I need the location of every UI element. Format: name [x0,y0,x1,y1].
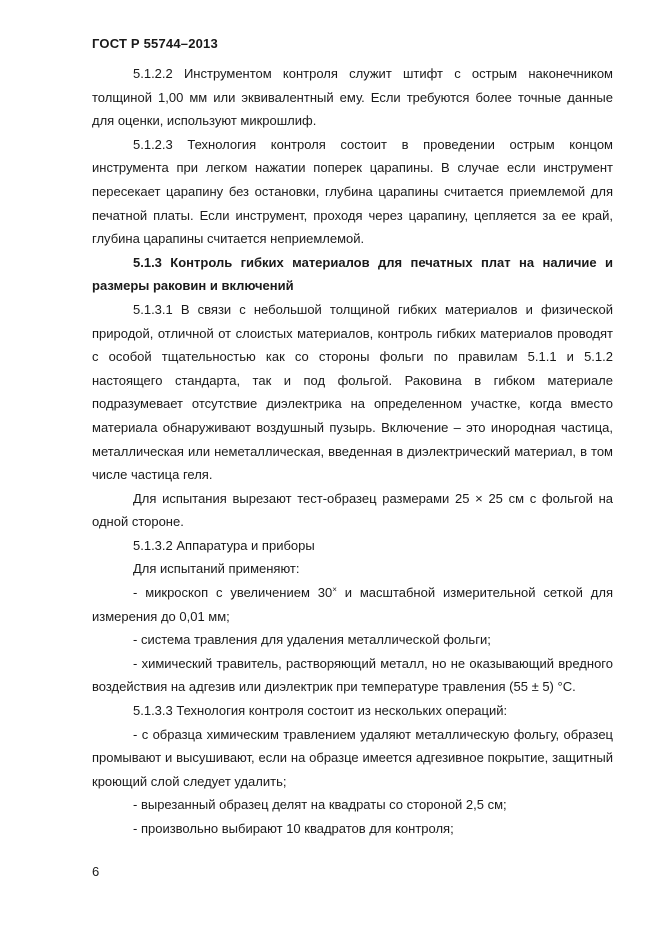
paragraph-5-1-2-2: 5.1.2.2 Инструментом контроля служит штифт с острым наконечником толщиной 1,00 мм или эквивалентный ему. Если требуются более точные данные для оценки, используют микрошлиф. [92,66,613,129]
microscope-text-before: - микроскоп с увеличением 30 [133,585,333,601]
paragraph-5-1-3-2: 5.1.3.2 Аппаратура и приборы [133,537,315,553]
page-number: 6 [92,864,100,879]
paragraph-5-1-3-1: 5.1.3.1 В связи с небольшой толщиной гибких материалов и физической природой, отличной от слоистых материалов, контроль гибких материалов проводят с особой тщательностью как со стороны фольги по правилам 5.1.1 и 5.1.2 настоящего стандарта, так и под фольгой. Раковина в гибком материале подразумевает отсутствие диэлектрика на определенном участке, когда вместо материала обнаруживают воздушный пузырь. Включение – это инородная частица, металлическая или неметаллическая, введенная в диэлектрический материал, в том числе частица геля. [92,301,613,483]
list-item-select-squares: - произвольно выбирают 10 квадратов для контроля; [133,821,454,836]
list-item-cut-squares: - вырезанный образец делят на квадраты со стороной 2,5 см; [133,797,507,813]
list-item-remove-foil: - с образца химическим травлением удаляют металлическую фольгу, образец промывают и высушивают, если на образце имеется адгезивное покрытие, защитный кроющий слой следует удалить; [92,726,613,789]
list-item-etchant: - химический травитель, растворяющий металл, но не оказывающий вредного воздействия на адгезив или диэлектрик при температуре травления (55 ± 5) °С. [92,655,613,695]
paragraph-apply-intro: Для испытаний применяют: [133,561,300,577]
microscope-text-after: и масштабной измерительной сеткой для измерения до 0,01 мм; [92,585,613,624]
microscope-superscript: × [332,585,337,595]
section-heading-5-1-3: 5.1.3 Контроль гибких материалов для печатных плат на наличие и размеры раковин и включений [92,254,613,294]
list-item-etching-system: - системa травления для удаления металлической фольги; [133,632,491,648]
page-body [92,62,613,841]
paragraph-test-sample: Для испытания вырезают тест-образец размерами 25 × 25 см с фольгой на одной стороне. [92,490,613,530]
paragraph-5-1-3-3: 5.1.3.3 Технология контроля состоит из нескольких операций: [133,703,508,719]
paragraph-5-1-2-3: 5.1.2.3 Технология контроля состоит в проведении острым концом инструмента при легком нажатии поперек царапины. В случае если инструмент пересекает царапину без остановки, глубина царапины считается приемлемой для печатной платы. Если инструмент, проходя через царапину, цепляется за ее край, глубина царапины считается неприемлемой. [92,136,613,247]
document-header: ГОСТ Р 55744–2013 [92,36,218,51]
list-item-microscope [92,581,613,628]
